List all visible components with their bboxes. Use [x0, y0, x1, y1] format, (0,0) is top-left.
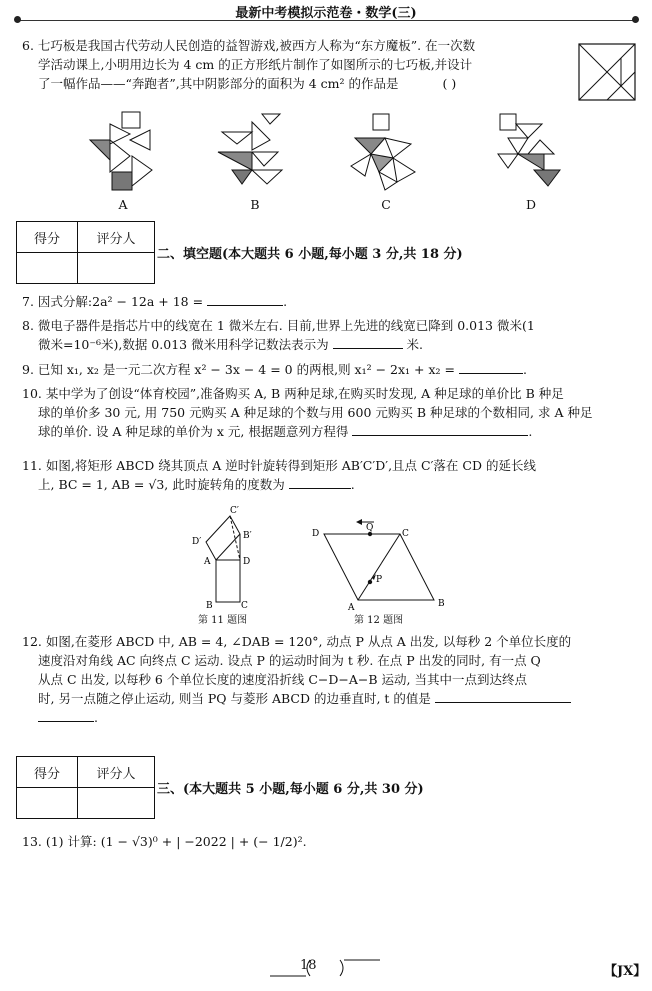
option-a-label: A — [118, 197, 128, 212]
tangram-figure-a — [82, 110, 162, 192]
grader-label: 评分人 — [78, 757, 155, 788]
fig11-label-d-prime: D′ — [192, 537, 202, 547]
figure-12 — [308, 516, 458, 612]
q7-answer-blank[interactable] — [207, 293, 283, 306]
fig11-label-c-prime: C′ — [230, 506, 239, 516]
score-box-1 — [16, 221, 155, 284]
tangram-square-figure — [578, 43, 636, 101]
q6-line3 — [22, 74, 582, 93]
q6-answer-paren: ( ) — [442, 76, 457, 91]
header-rule — [18, 20, 634, 21]
q10-line2: 球的单价多 30 元, 用 750 元购买 A 种足球的个数与用 600 元购买 B 种足球的个数相同, 求 A 种足 — [38, 405, 593, 420]
q6-line3-text: 了一幅作品——“奔跑者”,其中阴影部分的面积为 4 cm² 的作品是 — [38, 76, 399, 91]
score-label: 得分 — [17, 222, 78, 253]
grader-cell[interactable] — [78, 253, 155, 284]
fig11-label-b: B — [206, 601, 213, 611]
q7-text: 7. 因式分解:2a² − 12a + 18 = — [22, 294, 204, 309]
score-cell[interactable] — [17, 253, 78, 284]
q10-line3-text: 球的单价. 设 A 种足球的单价为 x 元, 根据题意列方程得 — [38, 424, 349, 439]
fig12-label-p: P — [376, 575, 383, 585]
q12-end: . — [94, 710, 98, 725]
question-11 — [22, 456, 634, 494]
question-12 — [22, 632, 634, 727]
page-number: 18 — [300, 958, 317, 973]
fig12-label-q: Q — [366, 523, 374, 533]
q9-end: . — [522, 362, 527, 377]
fig12-label-c: C — [402, 529, 409, 539]
fig12-label-d: D — [312, 529, 320, 539]
section-3-title: 三、(本大题共 5 小题,每小题 6 分,共 30 分) — [157, 782, 424, 797]
q12-answer-blank-1[interactable] — [435, 690, 571, 703]
question-8 — [22, 316, 634, 354]
q12-answer-blank-2[interactable] — [38, 709, 94, 722]
q12-line4 — [22, 689, 634, 708]
q11-line1: 11. 如图,将矩形 ABCD 绕其顶点 A 逆时针旋转得到矩形 AB′C′D′,且点 C′落在 CD 的延长线 — [22, 458, 536, 473]
q10-line3 — [22, 422, 634, 441]
q10-answer-blank[interactable] — [352, 423, 528, 436]
q11-answer-blank[interactable] — [289, 476, 351, 489]
q8-line2-text: 微米=10⁻⁶米),数据 0.013 微米用科学记数法表示为 — [38, 337, 329, 352]
q9-text: 9. 已知 x₁, x₂ 是一元二次方程 x² − 3x − 4 = 0 的两根,则 x₁² − 2x₁ + x₂ = — [22, 362, 455, 377]
question-10 — [22, 384, 634, 441]
header-dot-left — [14, 16, 21, 23]
fig12-label-a: A — [348, 603, 355, 612]
tangram-figure-c — [345, 110, 425, 192]
score-cell[interactable] — [17, 788, 78, 819]
q9-answer-blank[interactable] — [459, 361, 523, 374]
option-b-label: B — [250, 197, 260, 212]
figure-12-caption: 第 12 题图 — [354, 615, 404, 626]
question-9 — [22, 360, 634, 379]
q12-line2: 速度沿对角线 AC 向终点 C 运动. 设点 P 的运动时间为 t 秒. 在点 P 出发的同时, 有一点 Q — [38, 653, 541, 668]
q8-line2 — [22, 335, 634, 354]
q10-end: . — [528, 424, 533, 439]
q8-answer-blank[interactable] — [333, 336, 403, 349]
question-13: 13. (1) 计算: (1 − √3)⁰ + | −2022 | + (− 1/2)². — [22, 834, 307, 849]
figure-11-caption: 第 11 题图 — [198, 615, 248, 626]
q6-line2: 学活动课上,小明用边长为 4 cm 的正方形纸片制作了如图所示的七巧板,并设计 — [38, 57, 473, 72]
page-header-title: 最新中考模拟示范卷・数学(三) — [235, 6, 417, 21]
fig12-label-b: B — [438, 599, 445, 609]
fig11-label-d: D — [243, 557, 251, 567]
grader-label: 评分人 — [78, 222, 155, 253]
tangram-figure-d — [488, 110, 568, 192]
option-c-label: C — [381, 197, 391, 212]
fig11-label-a: A — [204, 557, 211, 567]
grader-cell[interactable] — [78, 788, 155, 819]
q12-line1: 12. 如图,在菱形 ABCD 中, AB = 4, ∠DAB = 120°, 动点 P 从点 A 出发, 以每秒 2 个单位长度的 — [22, 634, 572, 649]
header-dot-right — [632, 16, 639, 23]
fig11-label-b-prime: B′ — [243, 531, 252, 541]
fig11-label-c: C — [241, 601, 248, 611]
q12-line4-text: 时, 另一点随之停止运动, 则当 PQ 与菱形 ABCD 的边垂直时, t 的值是 — [38, 691, 431, 706]
q8-line1: 8. 微电子器件是指芯片中的线宽在 1 微米左右. 目前,世界上先进的线宽已降到 0.013 微米(1 — [22, 318, 535, 333]
q11-line2-text: 上, BC = 1, AB = √3, 此时旋转角的度数为 — [38, 477, 285, 492]
footer-page-ornament — [270, 956, 380, 980]
score-label: 得分 — [17, 757, 78, 788]
q8-line2-end: 米. — [406, 337, 424, 352]
section-2-title: 二、填空题(本大题共 6 小题,每小题 3 分,共 18 分) — [157, 247, 463, 262]
score-box-2 — [16, 756, 155, 819]
q6-line1: 6. 七巧板是我国古代劳动人民创造的益智游戏,被西方人称为“东方魔板”. 在一次数 — [22, 38, 476, 53]
question-7 — [22, 292, 634, 311]
question-6 — [22, 36, 582, 93]
q12-line5 — [22, 708, 634, 727]
q12-line3: 从点 C 出发, 以每秒 6 个单位长度的速度沿折线 C−D−A−B 运动, 当其中一点到达终点 — [38, 672, 527, 687]
q11-line2 — [22, 475, 634, 494]
q10-line1: 10. 某中学为了创设“体育校园”,准备购买 A, B 两种足球,在购买时发现, A 种足球的单价比 B 种足 — [22, 386, 564, 401]
figure-11 — [186, 502, 276, 628]
tangram-figure-b — [212, 110, 292, 192]
option-d-label: D — [525, 197, 537, 212]
footer-edition-tag: 【JX】 — [604, 964, 647, 979]
q11-end: . — [350, 477, 355, 492]
q7-end: . — [283, 294, 288, 309]
